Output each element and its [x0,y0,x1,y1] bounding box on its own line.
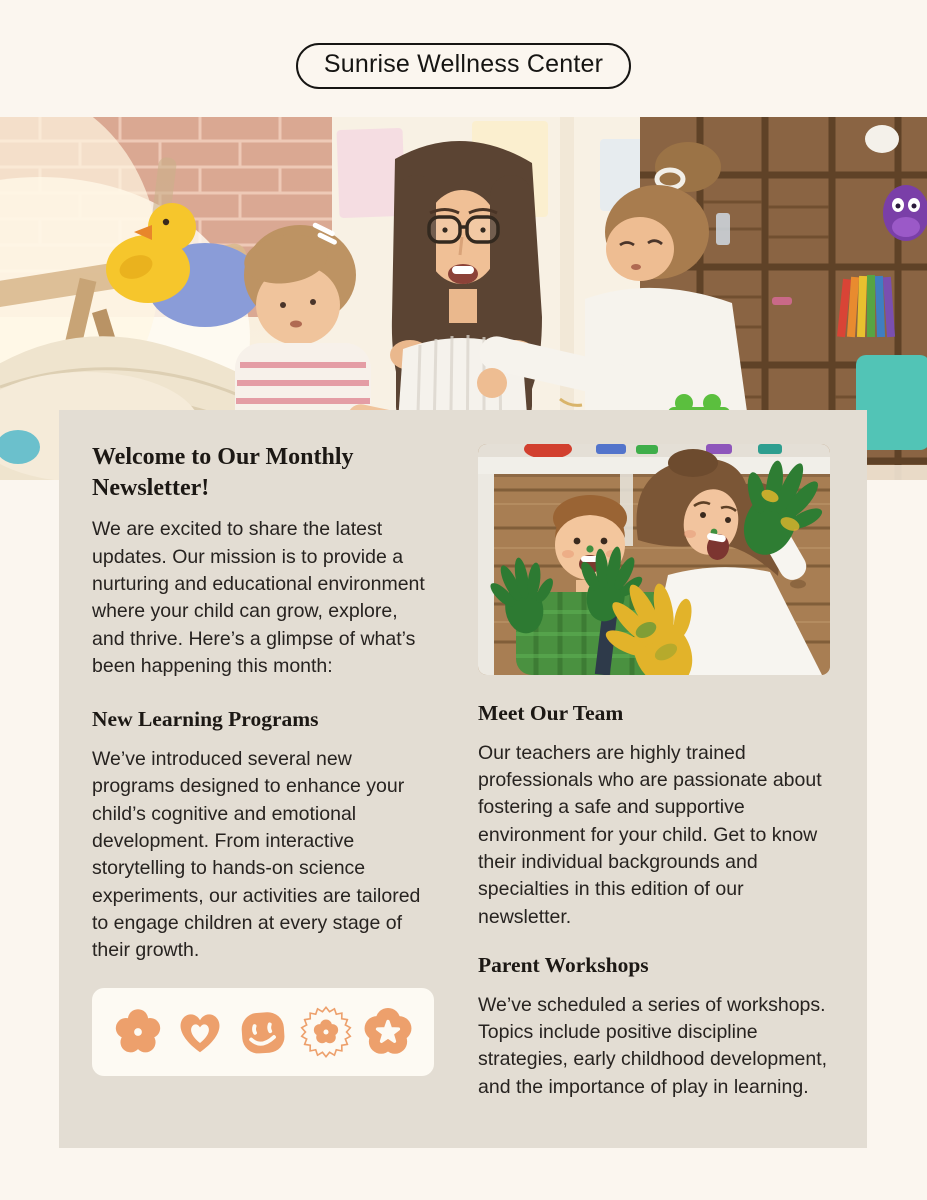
programs-body: We’ve introduced several new programs designed to enhance your child’s cognitive and emotional development. From interactive storytelling to hands-on science experiments, our activities are tailored to engage children at every stage of their growth. [92,748,421,962]
decorative-icon-row [92,988,434,1076]
programs-heading: New Learning Programs [92,707,319,732]
team-body: Our teachers are highly trained professionals who are passionate about fostering a safe and supportive environment for your child. Get to know their individual backgrounds and specialties in this edition of our newsletter. [478,741,822,928]
welcome-heading: Welcome to Our Monthly Newsletter! [92,444,354,501]
team-photo-illustration [478,444,830,675]
team-heading: Meet Our Team [478,701,624,725]
newsletter-card [59,410,867,1148]
brand-badge: Sunrise Wellness Center [296,43,631,89]
stamp-flower-icon [299,1005,353,1059]
masthead [0,0,927,117]
team-photo [478,444,830,675]
workshops-heading: Parent Workshops [478,952,649,977]
clover-star-icon [361,1005,415,1059]
heart-icon [173,1005,227,1059]
right-column [478,410,830,1118]
workshops-body: We’ve scheduled a series of workshops. Topics include positive discipline strategies, early childhood development, and the importance of play in learning. [478,993,828,1098]
left-column [92,410,434,1118]
welcome-body: We are excited to share the latest updates. Our mission is to provide a nurturing and educational environment where your child can grow, explore, and thrive. Here’s a glimpse of what’s been happening this month: [92,518,425,677]
smiley-icon [236,1005,290,1059]
flower-icon [111,1005,165,1059]
